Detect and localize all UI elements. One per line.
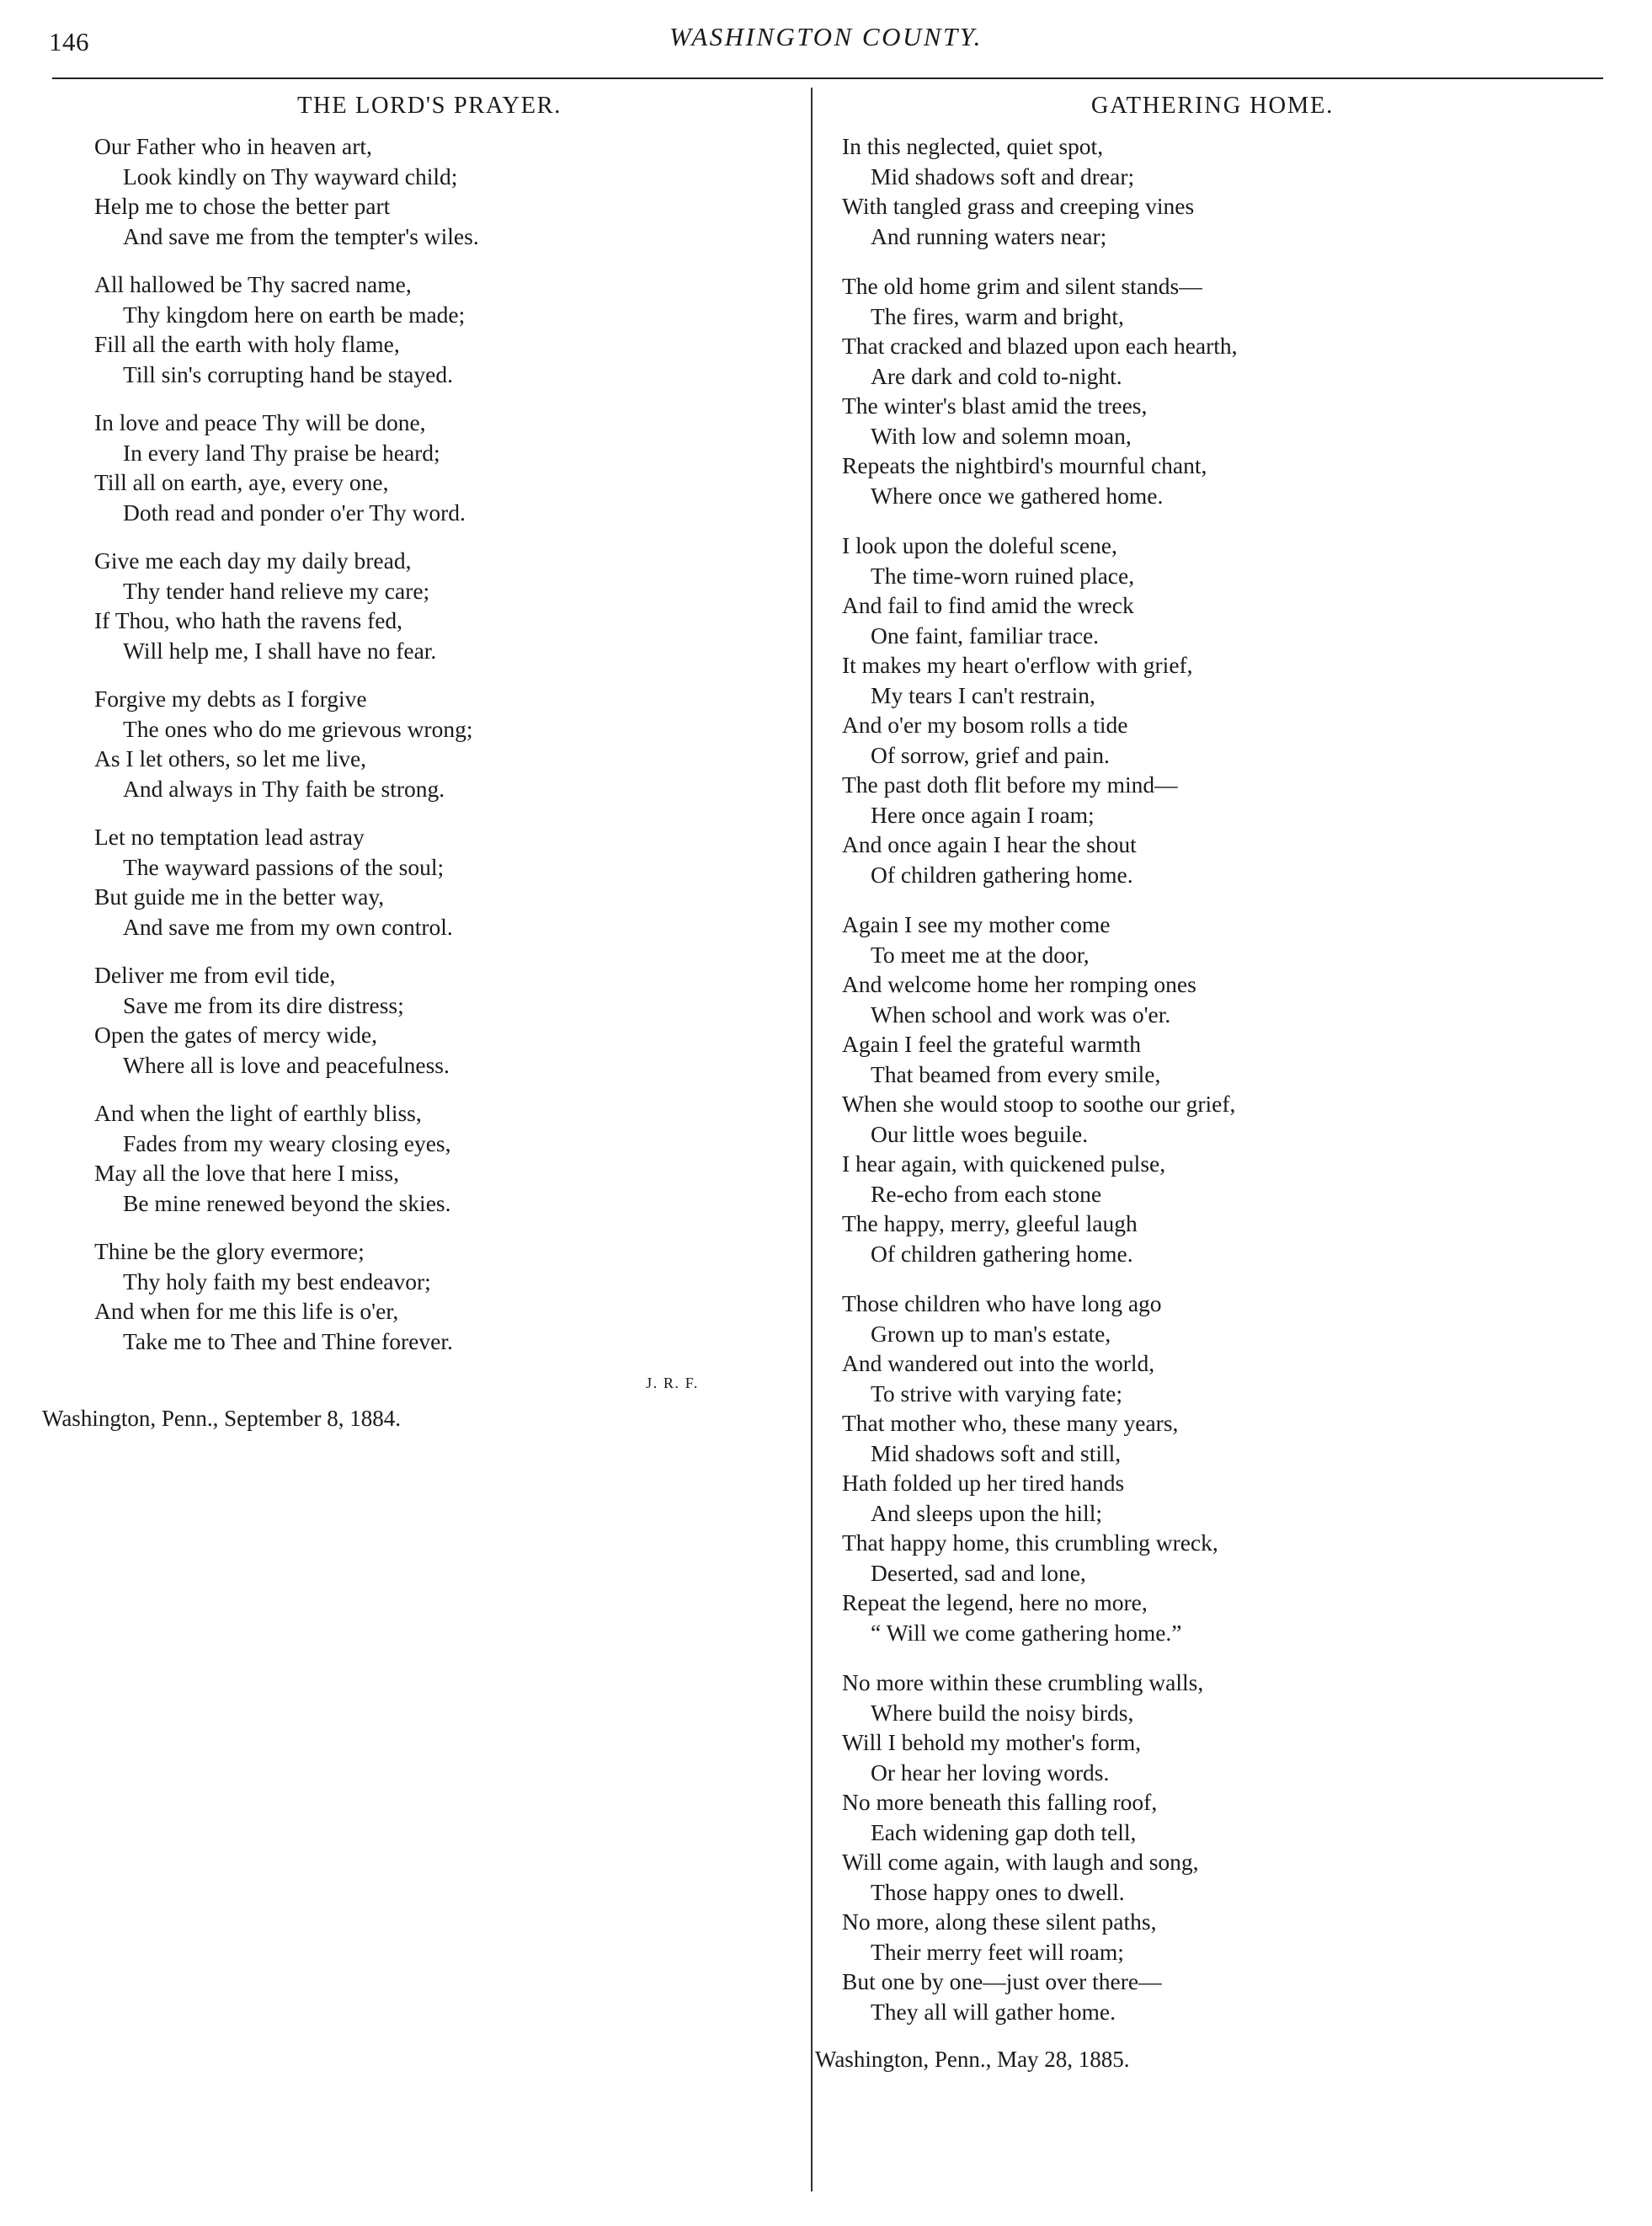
poem-stanza — [834, 1668, 1591, 2026]
poem-line: And o'er my bosom rolls a tide — [842, 712, 1128, 738]
poem-body-left — [67, 131, 791, 1356]
poem-signature: J. R. F. — [646, 1375, 699, 1391]
poem-line: Deliver me from evil tide, — [94, 962, 336, 988]
poem-line: And when the light of earthly bliss, — [94, 1100, 422, 1126]
poem-line: To meet me at the door, — [871, 941, 1090, 968]
poem-line: Thy kingdom here on earth be made; — [123, 301, 466, 328]
poem-line: The fires, warm and bright, — [871, 302, 1124, 329]
poem-line: Or hear her loving words. — [871, 1759, 1110, 1786]
poem-line: Those children who have long ago — [842, 1290, 1162, 1316]
poem-line: Grown up to man's estate, — [871, 1320, 1111, 1347]
poem-stanza — [834, 1289, 1591, 1647]
running-head-title: WASHINGTON COUNTY. — [669, 22, 983, 51]
poem-line: To strive with varying fate; — [871, 1380, 1122, 1407]
poem-line: And welcome home her romping ones — [842, 971, 1196, 997]
poem-line: Where build the noisy birds, — [871, 1699, 1134, 1726]
poem-line: I look upon the doleful scene, — [842, 532, 1117, 558]
poem-place-date-left: Washington, Penn., September 8, 1884. — [42, 1406, 402, 1431]
poem-line: Take me to Thee and Thine forever. — [123, 1327, 453, 1354]
poem-line: Repeats the nightbird's mournful chant, — [842, 452, 1207, 478]
poem-line: The happy, merry, gleeful laugh — [842, 1210, 1138, 1236]
poem-line: Will I behold my mother's form, — [842, 1729, 1142, 1755]
poem-line: If Thou, who hath the ravens fed, — [94, 607, 403, 633]
poem-line: And fail to find amid the wreck — [842, 592, 1134, 618]
poem-stanza — [834, 271, 1591, 510]
poem-line: Again I see my mother come — [842, 911, 1111, 937]
poem-line: They all will gather home. — [871, 1998, 1116, 2025]
poem-stanza — [67, 546, 791, 665]
poem-line: That happy home, this crumbling wreck, — [842, 1529, 1218, 1556]
poem-line: The ones who do me grievous wrong; — [123, 715, 473, 742]
poem-line: In every land Thy praise be heard; — [123, 439, 440, 466]
poem-line: Doth read and ponder o'er Thy word. — [123, 499, 466, 526]
poem-line: Fill all the earth with holy flame, — [94, 331, 400, 357]
poem-title-left: THE LORD'S PRAYER. — [297, 93, 562, 119]
poem-line: Give me each day my daily bread, — [94, 547, 412, 574]
poem-line: In love and peace Thy will be done, — [94, 409, 426, 435]
poem-line: As I let others, so let me live, — [94, 745, 367, 771]
poem-line: Each widening gap doth tell, — [871, 1818, 1137, 1845]
poem-stanza — [834, 910, 1591, 1268]
poem-stanza — [67, 1098, 791, 1218]
poem-line: I hear again, with quickened pulse, — [842, 1150, 1166, 1177]
poem-line: Open the gates of mercy wide, — [94, 1022, 377, 1048]
poem-line: “ Will we come gathering home.” — [871, 1619, 1182, 1646]
poem-line: Of children gathering home. — [871, 861, 1133, 888]
poem-line: But guide me in the better way, — [94, 883, 385, 910]
poem-line: Thine be the glory evermore; — [94, 1238, 365, 1264]
poem-line: The past doth flit before my mind— — [842, 771, 1178, 798]
poem-line: Look kindly on Thy wayward child; — [123, 163, 458, 190]
poem-line: Mid shadows soft and drear; — [871, 163, 1135, 190]
poem-line: Save me from its dire distress; — [123, 991, 404, 1018]
poem-line: Where once we gathered home. — [871, 482, 1164, 509]
poem-title-right: GATHERING HOME. — [1090, 93, 1335, 119]
poem-line: Those happy ones to dwell. — [871, 1878, 1125, 1905]
poem-line: Thy tender hand relieve my care; — [123, 577, 430, 604]
poem-line: My tears I can't restrain, — [871, 681, 1095, 708]
poem-line: And when for me this life is o'er, — [94, 1298, 399, 1324]
page-number: 146 — [49, 27, 89, 56]
poem-line: But one by one—just over there— — [842, 1968, 1162, 1994]
poem-line: And sleeps upon the hill; — [871, 1499, 1102, 1526]
poem-line: Forgive my debts as I forgive — [94, 686, 367, 712]
poem-line: And wandered out into the world, — [842, 1350, 1155, 1376]
poem-stanza — [67, 684, 791, 803]
poem-line: Repeat the legend, here no more, — [842, 1589, 1148, 1615]
poem-line: That beamed from every smile, — [871, 1060, 1161, 1087]
poem-stanza — [67, 408, 791, 527]
column-divider — [811, 88, 813, 2191]
poem-line: And running waters near; — [871, 222, 1107, 249]
poem-stanza — [67, 270, 791, 389]
poem-line: Hath folded up her tired hands — [842, 1470, 1125, 1496]
poem-line: Our little woes beguile. — [871, 1120, 1089, 1147]
poem-stanza — [67, 822, 791, 942]
poem-line: No more within these crumbling walls, — [842, 1669, 1204, 1695]
poem-line: And save me from the tempter's wiles. — [123, 222, 479, 249]
poem-line: Of children gathering home. — [871, 1240, 1133, 1267]
poem-line: It makes my heart o'erflow with grief, — [842, 652, 1193, 678]
poem-line: Here once again I roam; — [871, 801, 1095, 828]
poem-line: Our Father who in heaven art, — [94, 133, 372, 159]
poem-line: And once again I hear the shout — [842, 831, 1137, 857]
poem-line: Will come again, with laugh and song, — [842, 1849, 1199, 1875]
running-head — [0, 20, 1652, 62]
poem-line: Where all is love and peacefulness. — [123, 1051, 450, 1078]
poem-line: With low and solemn moan, — [871, 422, 1132, 449]
poem-line: Of sorrow, grief and pain. — [871, 741, 1110, 768]
poem-line: Their merry feet will roam; — [871, 1938, 1124, 1965]
poem-line: Be mine renewed beyond the skies. — [123, 1189, 451, 1216]
poem-line: One faint, familiar trace. — [871, 622, 1100, 649]
poem-place-date-right: Washington, Penn., May 28, 1885. — [815, 2047, 1130, 2072]
poem-stanza — [834, 531, 1591, 889]
poem-line: The winter's blast amid the trees, — [842, 392, 1148, 419]
poem-line: That cracked and blazed upon each hearth, — [842, 333, 1238, 359]
poem-line: Till sin's corrupting hand be stayed. — [123, 360, 453, 387]
poem-line: Re-echo from each stone — [871, 1180, 1102, 1207]
poem-line: Mid shadows soft and still, — [871, 1439, 1122, 1466]
poem-line: And save me from my own control. — [123, 913, 453, 940]
poem-body-right — [834, 131, 1591, 2026]
poem-line: And always in Thy faith be strong. — [123, 775, 445, 802]
poem-line: Will help me, I shall have no fear. — [123, 637, 437, 664]
poem-line: Thy holy faith my best endeavor; — [123, 1268, 431, 1294]
poem-line: The time-worn ruined place, — [871, 562, 1135, 589]
poem-line: Are dark and cold to-night. — [871, 362, 1122, 389]
poem-line: Deserted, sad and lone, — [871, 1559, 1086, 1586]
right-column — [815, 93, 1591, 2073]
poem-line: With tangled grass and creeping vines — [842, 193, 1195, 219]
poem-line: That mother who, these many years, — [842, 1410, 1179, 1436]
header-rule — [52, 77, 1603, 79]
poem-line: When school and work was o'er. — [871, 1001, 1171, 1028]
poem-stanza — [67, 1236, 791, 1356]
poem-line: May all the love that here I miss, — [94, 1160, 399, 1186]
poem-line: The old home grim and silent stands— — [842, 273, 1202, 299]
poem-line: Till all on earth, aye, every one, — [94, 469, 389, 495]
poem-line: Fades from my weary closing eyes, — [123, 1129, 451, 1156]
poem-line: In this neglected, quiet spot, — [842, 133, 1104, 159]
poem-line: Again I feel the grateful warmth — [842, 1031, 1142, 1057]
poem-line: All hallowed be Thy sacred name, — [94, 271, 412, 297]
poem-line: When she would stoop to soothe our grief, — [842, 1091, 1236, 1117]
poem-line: Let no temptation lead astray — [94, 824, 365, 850]
poem-line: No more beneath this falling roof, — [842, 1789, 1158, 1815]
poem-stanza — [67, 960, 791, 1080]
poem-stanza — [67, 131, 791, 251]
poem-line: The wayward passions of the soul; — [123, 853, 445, 880]
poem-line: No more, along these silent paths, — [842, 1908, 1157, 1935]
poem-line: Help me to chose the better part — [94, 193, 391, 219]
left-column — [42, 93, 791, 1432]
poem-stanza — [834, 131, 1591, 251]
